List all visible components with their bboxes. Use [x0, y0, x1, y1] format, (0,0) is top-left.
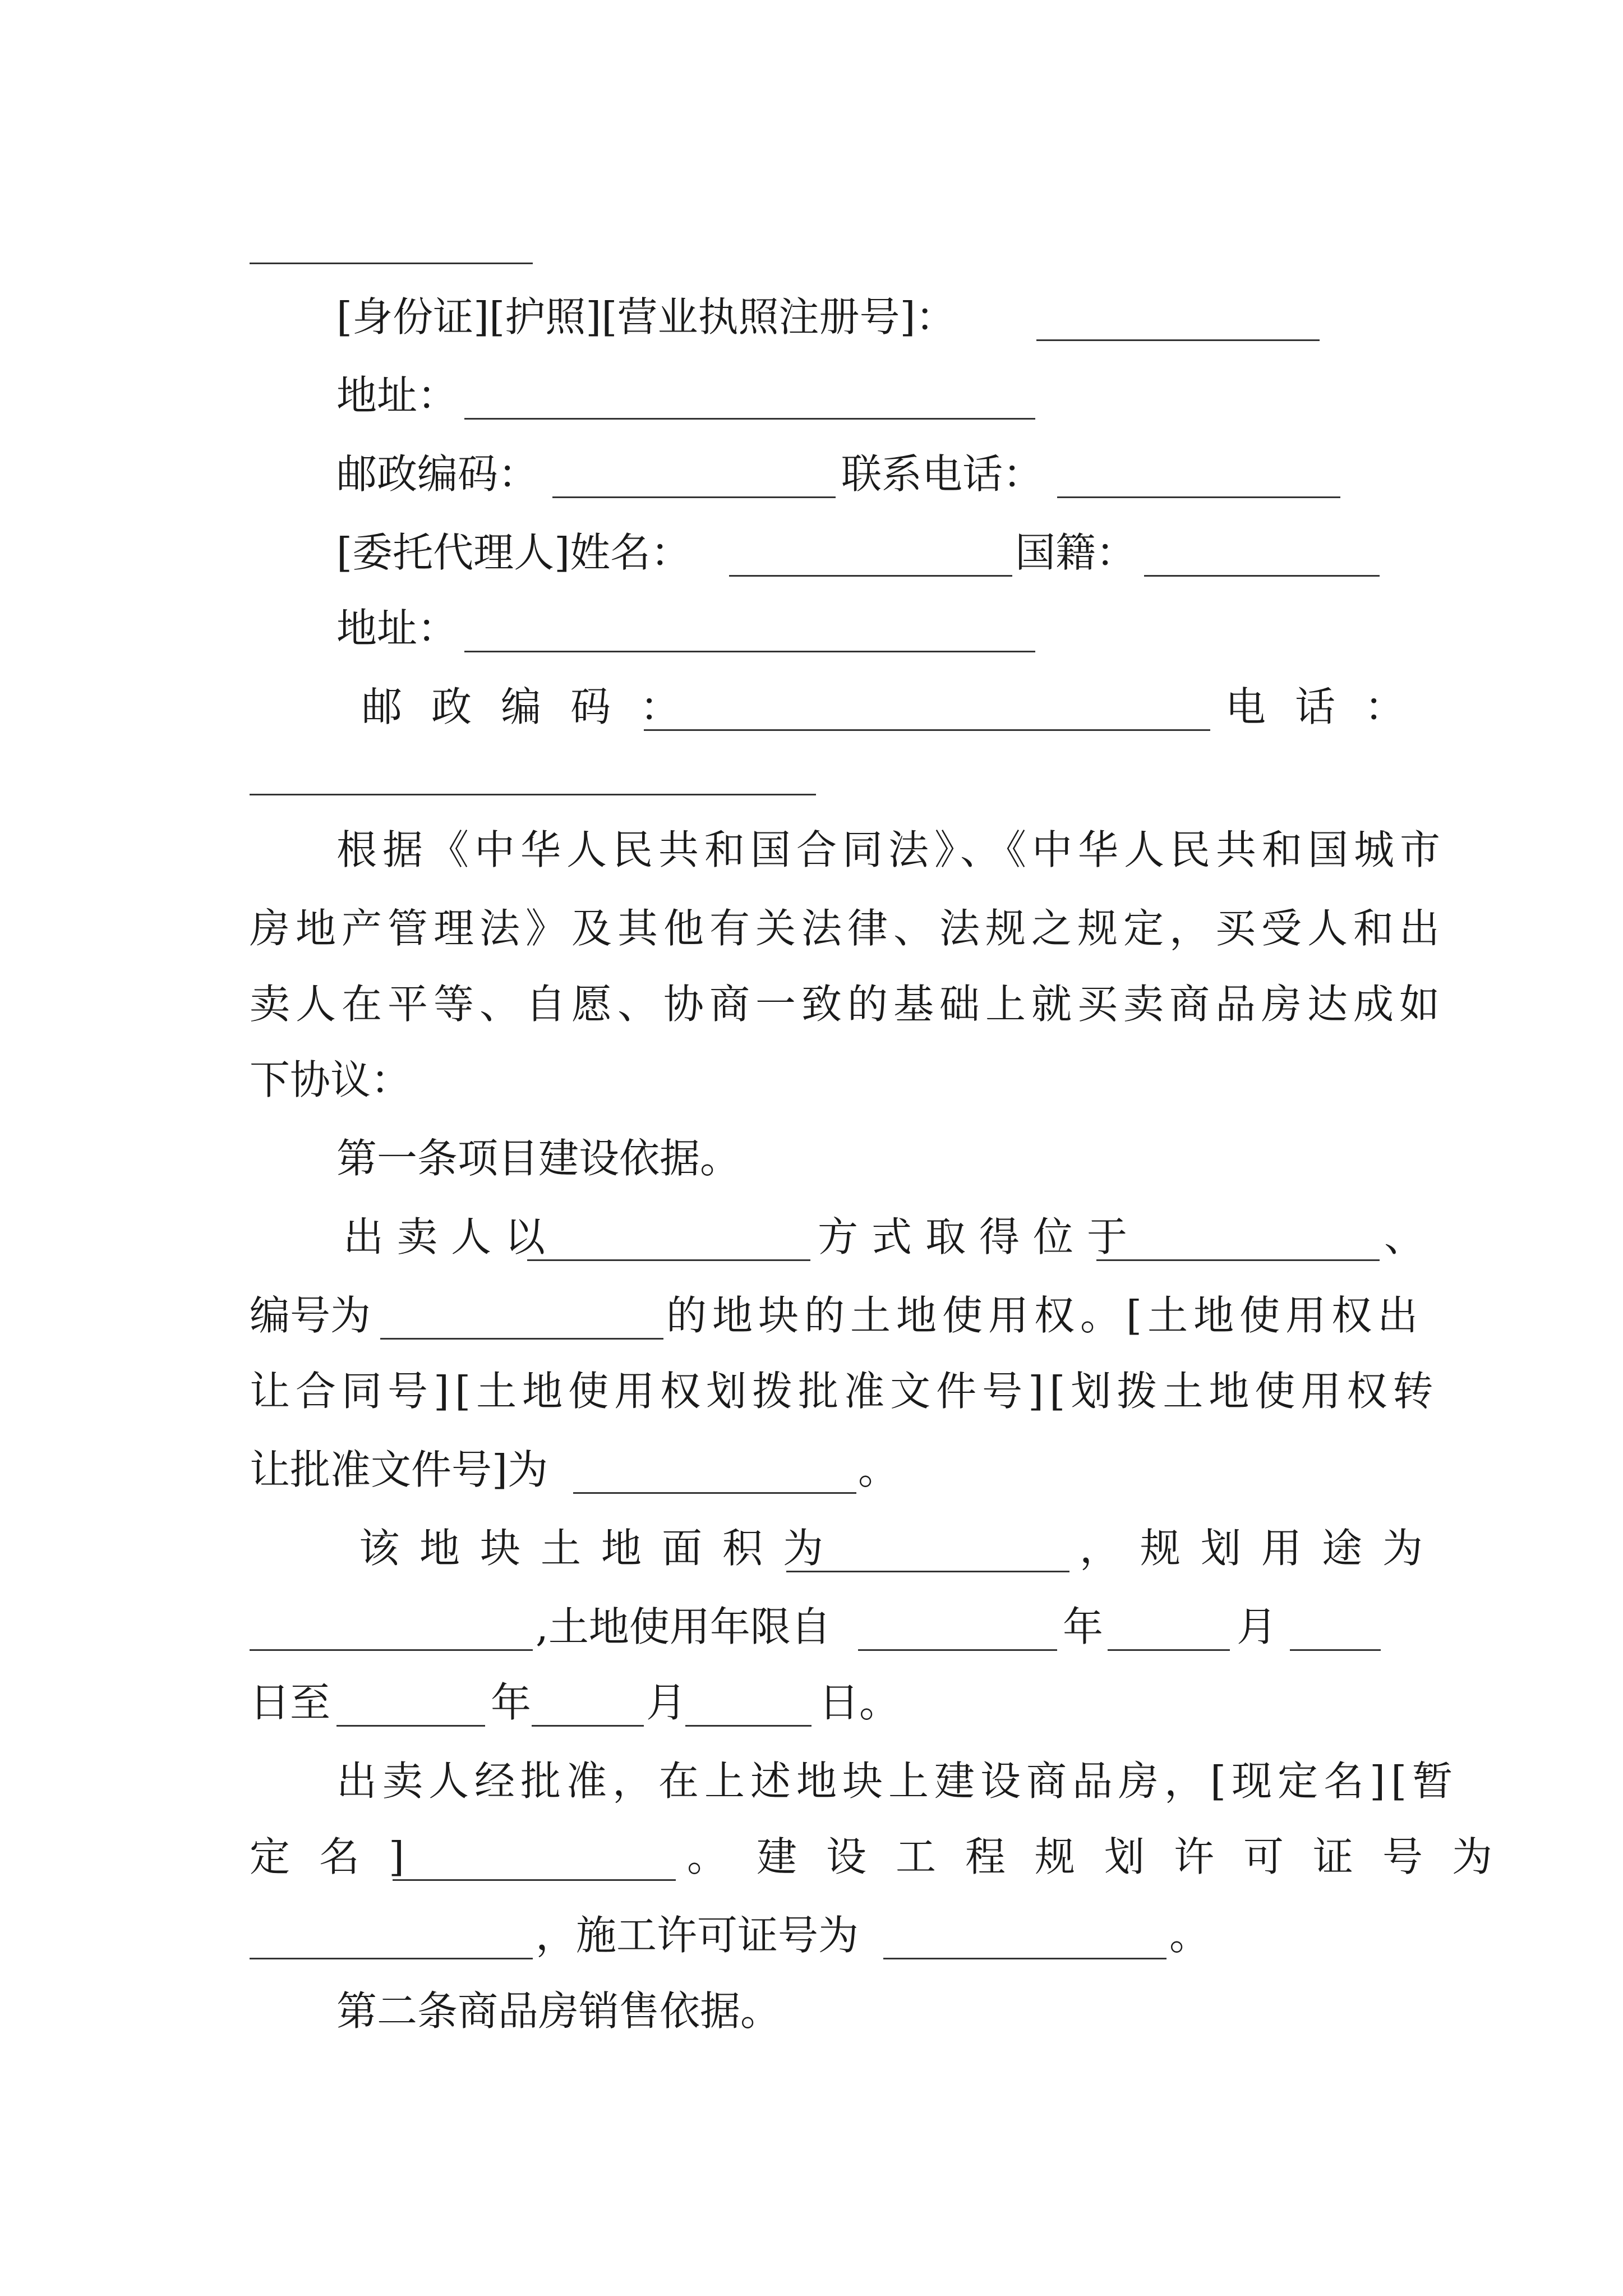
- article1-text: 让批准文件号]为: [250, 1446, 548, 1493]
- article1-p1-line-1: [0, 1206, 1623, 1268]
- acquisition-method-blank[interactable]: [527, 1259, 810, 1261]
- article1-text: 方式取得位于: [818, 1213, 1141, 1260]
- id-label: [身份证][护照][营业执照注册号]：: [336, 293, 956, 341]
- article1-p2-line-3: [0, 1672, 1623, 1733]
- article1-p1-line-4: [0, 1439, 1623, 1501]
- preamble-text: 房地产管理法》及其他有关法律、法规之规定，买受人和出: [250, 905, 1446, 952]
- preamble-text: 下协议：: [250, 1056, 412, 1103]
- parcel-number-blank[interactable]: [380, 1338, 663, 1340]
- line-address: [0, 365, 1623, 426]
- article1-text: 出卖人经批准，在上述地块上建设商品房，[现定名][暂: [336, 1757, 1459, 1805]
- line-agent-postal-phone: [0, 676, 1623, 738]
- article1-title-line: [0, 1128, 1623, 1189]
- article1-text: 日。: [819, 1679, 900, 1726]
- agent-address-label: 地址：: [336, 605, 458, 652]
- article1-p2-line-1: [0, 1517, 1623, 1579]
- start-year-blank[interactable]: [858, 1649, 1057, 1651]
- article1-p3-line-2: [0, 1826, 1623, 1888]
- end-month-blank[interactable]: [532, 1725, 644, 1727]
- agent-postal-blank[interactable]: [644, 729, 1210, 731]
- article1-p3-line-3: [0, 1904, 1623, 1966]
- article1-p1-line-3: [0, 1360, 1623, 1422]
- article1-title: 第一条项目建设依据。: [336, 1135, 741, 1182]
- end-day-blank[interactable]: [685, 1725, 811, 1727]
- article1-text: 月: [646, 1679, 687, 1726]
- article1-text: 。: [858, 1446, 899, 1493]
- agent-postal-label: 邮政编码：: [362, 683, 710, 730]
- project-name-blank[interactable]: [393, 1879, 676, 1881]
- article1-text: 日至: [250, 1679, 331, 1726]
- contact-phone-label: 联系电话：: [841, 450, 1044, 498]
- article1-p1-line-2: [0, 1285, 1623, 1346]
- blank-field[interactable]: [250, 263, 533, 264]
- article1-text: ,土地使用年限自: [536, 1603, 831, 1650]
- approval-doc-number-blank[interactable]: [573, 1492, 856, 1494]
- preamble-text: 卖人在平等、自愿、协商一致的基础上就买卖商品房达成如: [250, 981, 1446, 1028]
- agent-address-blank[interactable]: [464, 651, 1035, 652]
- line-top-blank: [0, 224, 1623, 286]
- contact-phone-blank[interactable]: [1057, 496, 1340, 498]
- nationality-label: 国籍：: [1015, 529, 1137, 576]
- preamble-line-1: [0, 819, 1623, 881]
- nationality-blank[interactable]: [1144, 575, 1380, 577]
- article1-text: 的地块的土地使用权。[土地使用权出: [666, 1292, 1424, 1339]
- planned-use-blank[interactable]: [250, 1649, 533, 1651]
- line-phone-blank: [0, 740, 1623, 802]
- address-label: 地址：: [336, 372, 458, 419]
- start-day-blank[interactable]: [1290, 1649, 1381, 1651]
- agent-name-blank[interactable]: [729, 575, 1012, 577]
- article1-text: 出卖人以: [343, 1213, 559, 1260]
- planning-permit-blank[interactable]: [250, 1958, 533, 1959]
- article1-text: ，规划用途为: [1080, 1525, 1444, 1572]
- line-agent: [0, 522, 1623, 583]
- preamble-line-3: [0, 973, 1623, 1035]
- article1-text: 定名]: [250, 1833, 434, 1880]
- start-month-blank[interactable]: [1108, 1649, 1230, 1651]
- agent-phone-blank[interactable]: [250, 794, 816, 795]
- preamble-line-2: [0, 898, 1623, 959]
- line-postal-phone: [0, 443, 1623, 505]
- article1-text: 。建设工程规划许可证号为: [687, 1833, 1522, 1880]
- article1-text: 年: [491, 1679, 532, 1726]
- postal-label: 邮政编码：: [336, 450, 539, 498]
- id-number-blank[interactable]: [1036, 339, 1320, 341]
- agent-phone-label: 电话：: [1225, 683, 1435, 730]
- article1-text: 年: [1063, 1603, 1104, 1650]
- end-year-blank[interactable]: [336, 1725, 485, 1727]
- article2-title: 第二条商品房销售依据。: [336, 1987, 781, 2035]
- line-id: [0, 286, 1623, 348]
- article1-text: 、: [1384, 1213, 1425, 1260]
- postal-blank[interactable]: [552, 496, 836, 498]
- preamble-text: 根据《中华人民共和国合同法》、《中华人民共和国城市: [336, 826, 1446, 873]
- address-blank[interactable]: [464, 418, 1035, 420]
- article2-title-line: [0, 1980, 1623, 2042]
- location-blank[interactable]: [1096, 1259, 1380, 1261]
- article1-text: ，施工许可证号为: [536, 1912, 859, 1959]
- article1-p3-line-1: [0, 1750, 1623, 1812]
- line-agent-address: [0, 597, 1623, 659]
- land-area-blank[interactable]: [786, 1571, 1069, 1572]
- article1-text: 月: [1237, 1603, 1278, 1650]
- article1-text: 编号为: [250, 1292, 371, 1339]
- article1-text: 。: [1169, 1912, 1210, 1959]
- construction-permit-blank[interactable]: [883, 1958, 1166, 1959]
- article1-text: 该地块土地面积为: [359, 1525, 844, 1572]
- preamble-line-4: [0, 1049, 1623, 1111]
- article1-text: 让合同号][土地使用权划拨批准文件号][划拨土地使用权转: [250, 1368, 1439, 1415]
- article1-p2-line-2: [0, 1596, 1623, 1658]
- agent-name-label: [委托代理人]姓名：: [336, 529, 691, 576]
